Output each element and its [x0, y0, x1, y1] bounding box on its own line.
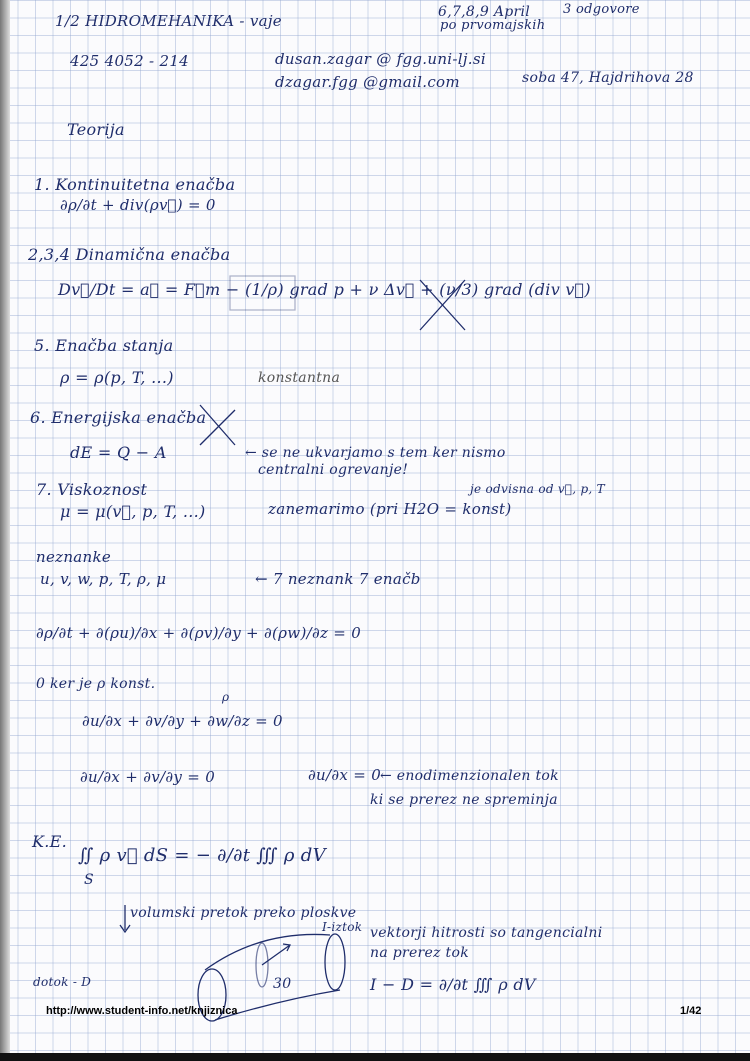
section-title-theory: Teorija [67, 120, 125, 139]
item-energy-equation: dE = Q − A [70, 443, 167, 462]
item-energy-heading: 6. Energijska enačba [30, 408, 207, 427]
unknowns-heading: neznanke [36, 548, 112, 566]
dates-note: 6,7,8,9 April [438, 4, 531, 20]
incompressible-3d-equation: ∂u/∂x + ∂v/∂y + ∂w/∂z = 0 [82, 712, 283, 730]
item-state-heading: 5. Enačba stanja [34, 336, 174, 355]
item-continuity-equation: ∂ρ/∂t + div(ρv⃗) = 0 [60, 196, 216, 214]
item-viscosity-dependence-note: je odvisna od v⃗, p, T [470, 482, 605, 496]
item-state-equation: ρ = ρ(p, T, ...) [60, 368, 174, 387]
inflow-outflow-equation: I − D = ∂/∂t ∭ ρ dV [370, 975, 536, 994]
item-energy-note-2: centralni ogrevanje! [258, 462, 409, 478]
tube-outlet-ellipse [325, 934, 345, 990]
one-dimensional-note-2: ki se prerez ne spreminja [370, 792, 558, 808]
footer-url: http://www.student-info.net/knjiznica [46, 1005, 238, 1017]
incompressible-2d-equation: ∂u/∂x + ∂v/∂y = 0 [80, 768, 216, 786]
item-viscosity-equation: μ = μ(v⃗, p, T, ...) [60, 502, 206, 521]
room-address: soba 47, Hajdrihova 28 [522, 70, 694, 86]
inflow-label: dotok - D [33, 975, 92, 989]
velocity-vector-note: vektorji hitrosti so tangencialni [370, 925, 603, 941]
outflow-label: I-iztok [322, 920, 363, 934]
item-continuity-heading: 1. Kontinuitetna enačba [34, 175, 236, 194]
email-2: dzagar.fgg @gmail.com [275, 73, 460, 91]
dynamic-equation-box [230, 276, 295, 310]
page-number: 1/42 [680, 1005, 702, 1017]
velocity-vector-note-2: na prerez tok [370, 945, 469, 961]
unknowns-list: u, v, w, p, T, ρ, μ [40, 570, 167, 588]
integral-label: K.E. [32, 832, 68, 851]
volume-flow-note: volumski pretok preko ploskve [130, 905, 357, 921]
expanded-continuity-equation: ∂ρ/∂t + ∂(ρu)/∂x + ∂(ρv)/∂y + ∂(ρw)/∂z = 0 [36, 624, 362, 642]
one-dimensional-equation: ∂u/∂x = 0 [308, 766, 382, 784]
integral-equation: ∬ ρ v⃗ dS = − ∂/∂t ∭ ρ dV [78, 845, 326, 866]
item-state-note: konstantna [258, 370, 341, 386]
incompressible-condition: 0 ker je ρ konst. [36, 676, 156, 692]
dates-note-2: po prvomajskih [440, 18, 546, 33]
email-1: dusan.zagar @ fgg.uni-lj.si [275, 50, 486, 68]
item-energy-note: ← se ne ukvarjamo s tem ker nismo [245, 445, 506, 461]
item-dynamic-heading: 2,3,4 Dinamična enačba [28, 245, 231, 264]
item-viscosity-note: zanemarimo (pri H2O = konst) [268, 500, 512, 518]
sketch-number: 30 [273, 976, 292, 992]
scan-bottom-edge [0, 1053, 750, 1061]
phone-number: 425 4052 - 214 [70, 52, 190, 70]
item-dynamic-equation: Dv⃗/Dt = a⃗ = F⃗m − (1/ρ) grad p + ν Δv⃗ + (ν/3) grad (div v⃗) [58, 280, 591, 299]
one-dimensional-note: ← enodimenzionalen tok [380, 768, 559, 784]
answers-note: 3 odgovore [563, 2, 640, 17]
course-title: 1/2 HIDROMEHANIKA - vaje [55, 12, 282, 30]
integral-surface-symbol: S [84, 872, 94, 888]
unknowns-note: ← 7 neznank 7 enačb [255, 570, 421, 588]
pressure-note: ρ [222, 690, 230, 704]
item-viscosity-heading: 7. Viskoznost [36, 480, 148, 499]
